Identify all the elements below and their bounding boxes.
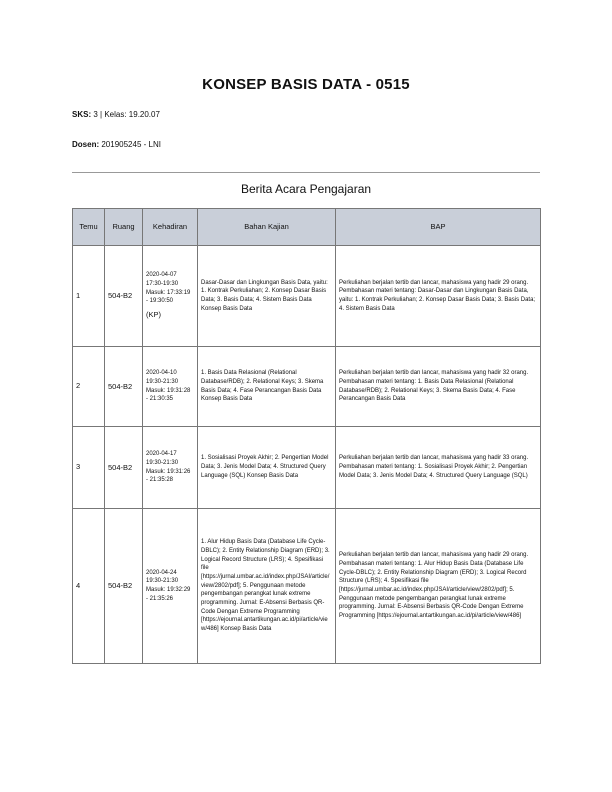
kehadiran-text: 2020-04-07 17:30-19:30 Masuk: 17:33:19 - 19:30:50 bbox=[146, 272, 191, 305]
bahan-cell: 1. Sosialisasi Proyek Akhir; 2. Pengertian Model Data; 3. Jenis Model Data; 4. Structured Query Language (SQL) Konsep Basis Data bbox=[198, 427, 336, 509]
bahan-cell: 1. Basis Data Relasional (Relational Database/RDB); 2. Relational Keys; 3. Skema Basis Data; 4. Fase Perancangan Basis Data Konsep Basis Data bbox=[198, 347, 336, 427]
bap-cell: Perkuliahan berjalan tertib dan lancar, mahasiswa yang hadir 29 orang. Pembahasan materi tentang: Dasar-Dasar dan Lingkungan Basis Data, yaitu: 1. Kontrak Perkuliahan; 2. Konsep Dasar Basis Data; 3. Basis Data; 4. Sistem Basis Data bbox=[336, 246, 541, 347]
bap-cell: Perkuliahan berjalan tertib dan lancar, mahasiswa yang hadir 33 orang. Pembahasan materi tentang: 1. Sosialisasi Proyek Akhir; 2. Pengertian Model Data; 3. Jenis Model Data; 4. Structured Query Language (SQL) bbox=[336, 427, 541, 509]
kehadiran-cell bbox=[143, 246, 198, 347]
kehadiran-cell: 2020-04-10 19:30-21:30 Masuk: 19:31:28 - 21:30:35 bbox=[143, 347, 198, 427]
section-title: Berita Acara Pengajaran bbox=[240, 182, 372, 196]
header-temu: Temu bbox=[73, 209, 105, 246]
header-bahan-kajian: Bahan Kajian bbox=[198, 209, 336, 246]
header-ruang: Ruang bbox=[105, 209, 143, 246]
bap-cell: Perkuliahan berjalan tertib dan lancar, mahasiswa yang hadir 29 orang. Pembahasan materi tentang: 1. Alur Hidup Basis Data (Database Life Cycle-DBLC); 2. Entity Relationship Diagram (ERD); 3. Logical Record Structure (LRS); 4. Spesifikasi file [https://jurnal.umbar.ac.id/index.php/JSAI/article/view/2802/pdf]; 5. Penggunaan metode pengembangan perangkat lunak extreme programming. Jurnal: E-Absensi Berbasis QR-Code Dengan Extreme Programming [https://ejournal.antartikungan.ac.id/pi/article/view/486] bbox=[336, 509, 541, 664]
table-header-row bbox=[73, 209, 541, 246]
sks-value: 3 | Kelas: 19.20.07 bbox=[93, 110, 160, 119]
ruang-cell: 504-B2 bbox=[105, 246, 143, 347]
bap-cell: Perkuliahan berjalan tertib dan lancar, mahasiswa yang hadir 32 orang. Pembahasan materi tentang: 1. Basis Data Relasional (Relational Database/RDB); 2. Relational Keys; 3. Skema Basis Data; 4. Fase Perancangan Basis Data bbox=[336, 347, 541, 427]
ruang-cell: 504-B2 bbox=[105, 347, 143, 427]
kehadiran-cell: 2020-04-17 19:30-21:30 Masuk: 19:31:26 - 21:35:28 bbox=[143, 427, 198, 509]
table-row bbox=[73, 246, 541, 347]
dosen-line bbox=[72, 140, 161, 149]
sks-line bbox=[72, 110, 160, 119]
divider bbox=[72, 172, 540, 173]
ruang-cell: 504-B2 bbox=[105, 427, 143, 509]
ruang-cell: 504-B2 bbox=[105, 509, 143, 664]
table-row bbox=[73, 347, 541, 427]
table-row bbox=[73, 427, 541, 509]
dosen-value: 201905245 - LNI bbox=[101, 140, 161, 149]
temu-cell: 3 bbox=[73, 427, 105, 509]
bahan-cell: 1. Alur Hidup Basis Data (Database Life Cycle-DBLC); 2. Entity Relationship Diagram (ERD); 3. Logical Record Structure (LRS); 4. Spesifikasi file [https://jurnal.umbar.ac.id/index.php/JSAI/article/view/2802/pdf]; 5. Penggunaan metode pengembangan perangkat lunak extreme programming. Jurnal: E-Absensi Berbasis QR-Code Dengan Extreme Programming [https://ejournal.antartikungan.ac.id/pi/article/view/486] Konsep Basis Data bbox=[198, 509, 336, 664]
header-bap: BAP bbox=[336, 209, 541, 246]
kp-label: (KP) bbox=[146, 309, 161, 319]
temu-cell: 2 bbox=[73, 347, 105, 427]
attendance-table bbox=[72, 208, 541, 664]
header-kehadiran: Kehadiran bbox=[143, 209, 198, 246]
sks-label: SKS: bbox=[72, 110, 92, 119]
table-row bbox=[73, 509, 541, 664]
dosen-label: Dosen: bbox=[72, 140, 100, 149]
kehadiran-cell: 2020-04-24 19:30-21:30 Masuk: 19:32:29 - 21:35:26 bbox=[143, 509, 198, 664]
temu-cell: 1 bbox=[73, 246, 105, 347]
bahan-cell: Dasar-Dasar dan Lingkungan Basis Data, yaitu: 1. Kontrak Perkuliahan; 2. Konsep Dasar Basis Data; 3. Basis Data; 4. Sistem Basis Data Konsep Basis Data bbox=[198, 246, 336, 347]
document-title: KONSEP BASIS DATA - 0515 bbox=[202, 76, 410, 93]
temu-cell: 4 bbox=[73, 509, 105, 664]
